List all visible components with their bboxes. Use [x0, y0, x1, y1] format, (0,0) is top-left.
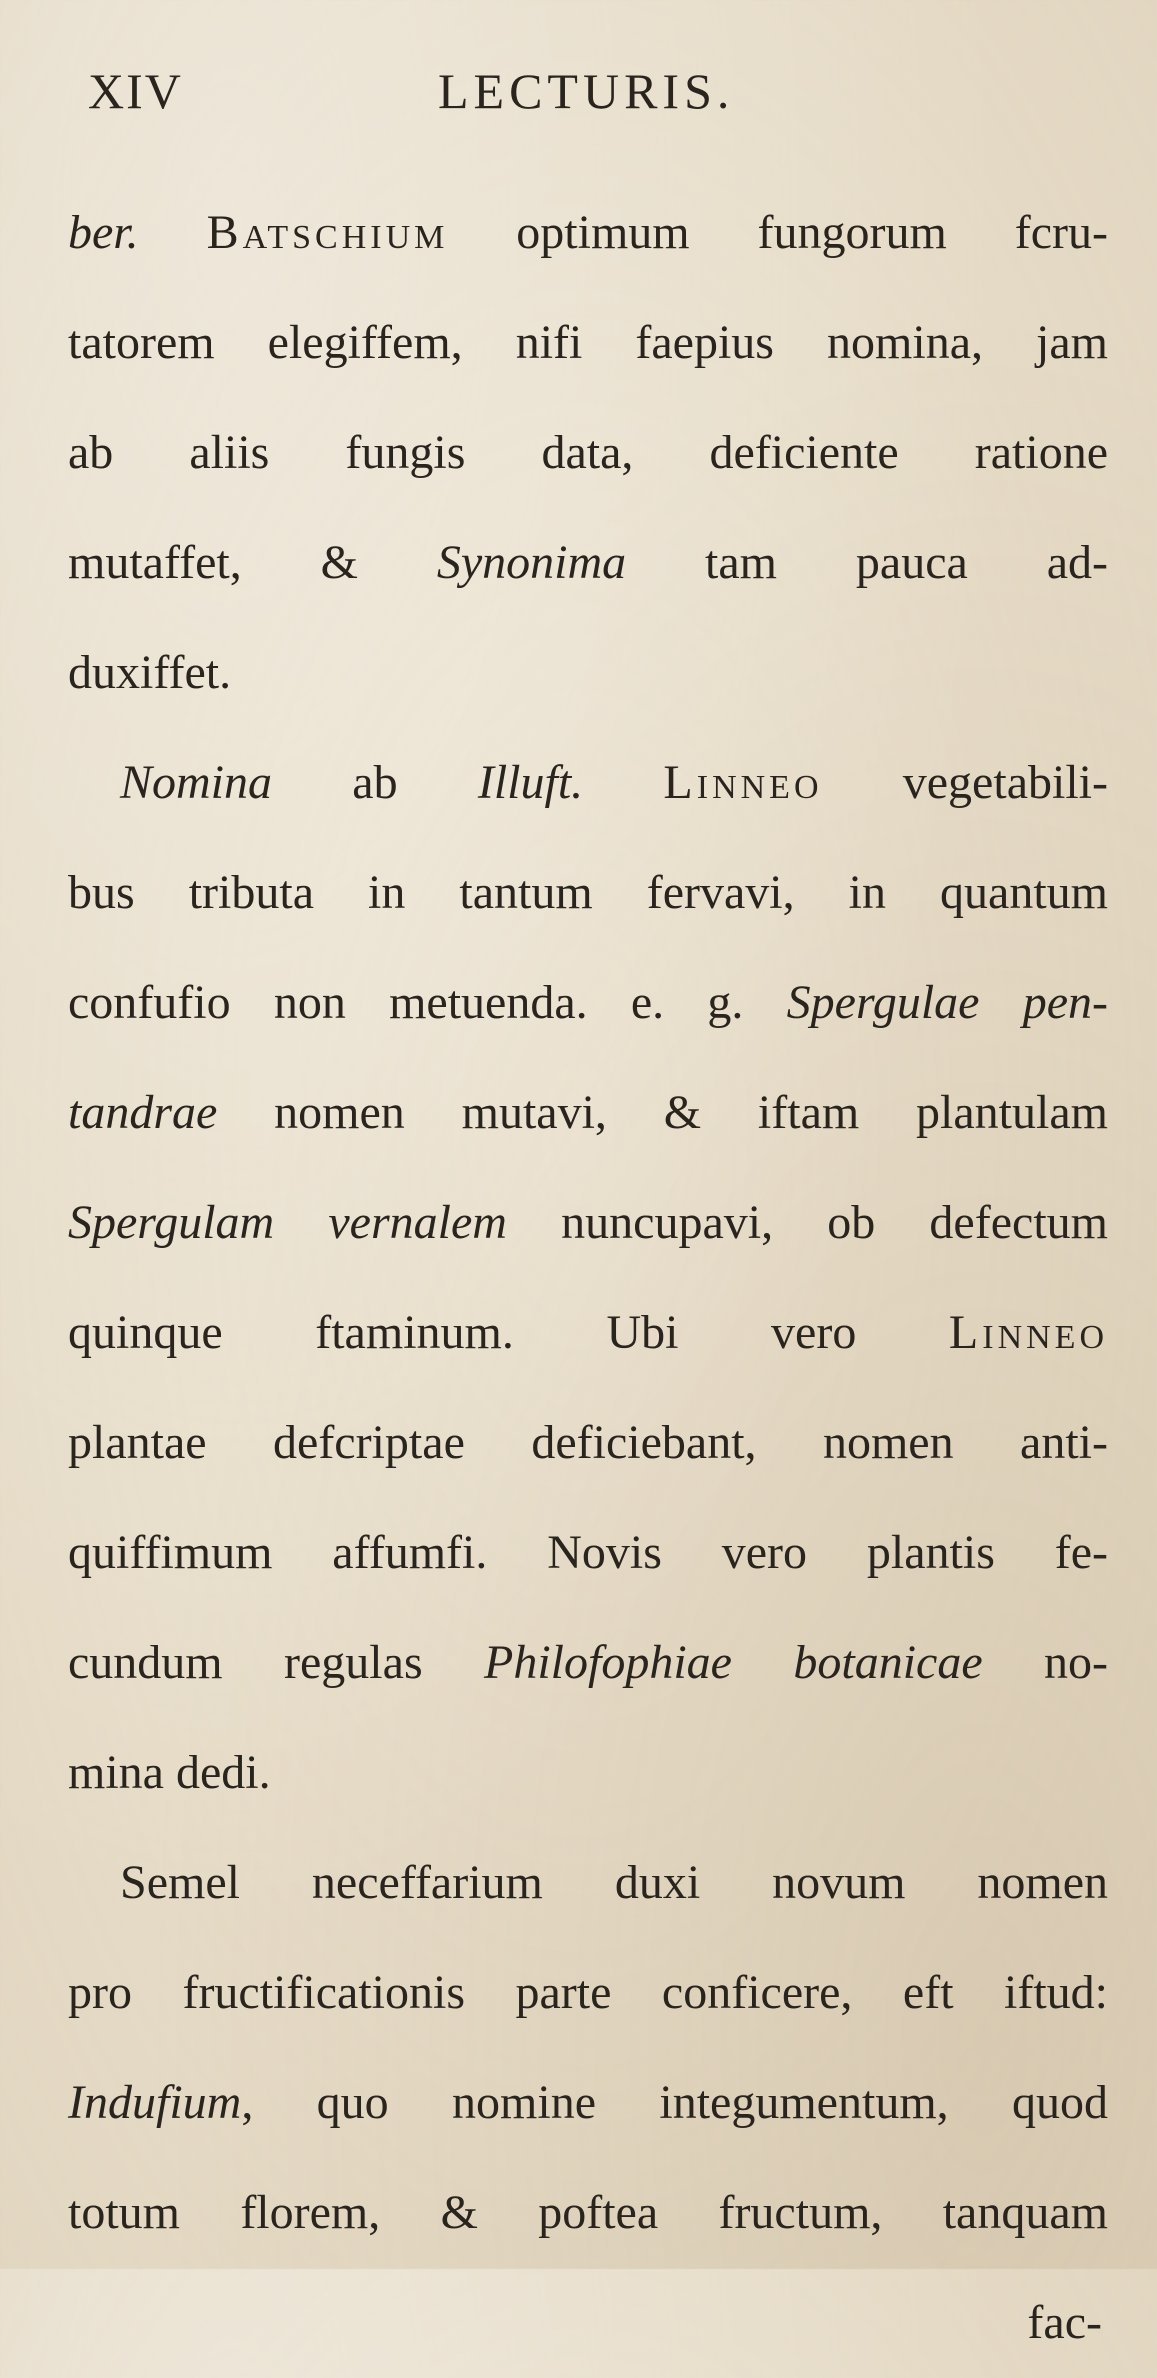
text-segment: [583, 756, 663, 809]
text-segment: nuncupavi, ob defectum: [506, 1196, 1108, 1249]
italic-text: Spergulam vernalem: [68, 1196, 507, 1249]
italic-text: ber.: [68, 206, 207, 259]
text-segment: bus tributa in tantum fervavi, in quantum: [68, 866, 1108, 919]
text-segment: cundum regulas: [68, 1636, 485, 1689]
text-line: [68, 178, 1108, 288]
text-segment: confufio non metuenda. e. g.: [68, 976, 787, 1029]
text-line: [68, 1608, 1108, 1718]
text-line: [68, 2268, 1108, 2378]
italic-text: tandrae: [68, 1086, 218, 1139]
text-line: [68, 1168, 1108, 1278]
text-segment: totum florem, & poftea fructum, tanquam: [68, 2186, 1108, 2239]
text-line: [68, 2048, 1108, 2158]
text-line: [68, 2158, 1108, 2268]
text-line: [68, 398, 1108, 508]
text-segment: ab: [272, 756, 478, 809]
text-segment: duxiffet.: [68, 646, 232, 699]
text-line: [68, 1278, 1108, 1388]
italic-text: Philofophiae botanicae: [484, 1636, 983, 1689]
text-line: [68, 1718, 1108, 1828]
text-segment: mina dedi.: [68, 1746, 271, 1799]
italic-text: Illuft.: [477, 756, 584, 809]
text-line: [68, 1938, 1108, 2048]
text-segment: quinque ftaminum. Ubi vero: [68, 1306, 949, 1359]
text-line: [68, 1058, 1108, 1168]
italic-text: Indufium: [68, 2076, 242, 2129]
small-caps-name: Linneo: [663, 756, 823, 809]
small-caps-name: Linneo: [948, 1306, 1108, 1359]
italic-text: Nomina: [120, 756, 273, 809]
running-head: LECTURIS.: [438, 63, 735, 119]
text-line: [68, 1828, 1108, 1938]
text-line: [68, 1498, 1108, 1608]
text-line: [68, 838, 1108, 948]
text-line: [68, 728, 1108, 838]
text-segment: quiffimum affumfi. Novis vero plantis fe-: [68, 1526, 1108, 1579]
text-line: [68, 618, 1108, 728]
text-segment: tam pauca ad-: [626, 536, 1108, 589]
text-segment: fac-: [1027, 2296, 1102, 2349]
text-segment: nomen mutavi, & iftam plantulam: [217, 1086, 1108, 1139]
text-line: [68, 288, 1108, 398]
text-segment: pro fructificationis parte conficere, eft iftud:: [68, 1966, 1108, 2019]
text-segment: mutaffet, &: [68, 536, 437, 589]
text-segment: no-: [982, 1636, 1109, 1689]
text-line: [68, 948, 1108, 1058]
text-segment: , quo nomine integumentum, quod: [241, 2076, 1108, 2129]
small-caps-name: Batschium: [206, 206, 449, 259]
text-segment: optimum fungorum fcru-: [448, 206, 1108, 259]
text-segment: ab aliis fungis data, deficiente ratione: [68, 426, 1108, 479]
text-segment: vegetabili-: [822, 756, 1108, 809]
text-segment: Semel neceffarium duxi novum nomen: [120, 1856, 1108, 1909]
italic-text: Spergulae pen-: [786, 976, 1108, 1029]
text-line: [68, 1388, 1108, 1498]
page-number: XIV: [88, 63, 183, 119]
text-segment: tatorem elegiffem, nifi faepius nomina, jam: [68, 316, 1108, 369]
body-text: [68, 178, 1108, 2378]
page-header: [88, 62, 768, 132]
italic-text: Synonima: [436, 536, 627, 589]
text-segment: plantae defcriptae deficiebant, nomen anti-: [68, 1416, 1108, 1469]
text-line: [68, 508, 1108, 618]
